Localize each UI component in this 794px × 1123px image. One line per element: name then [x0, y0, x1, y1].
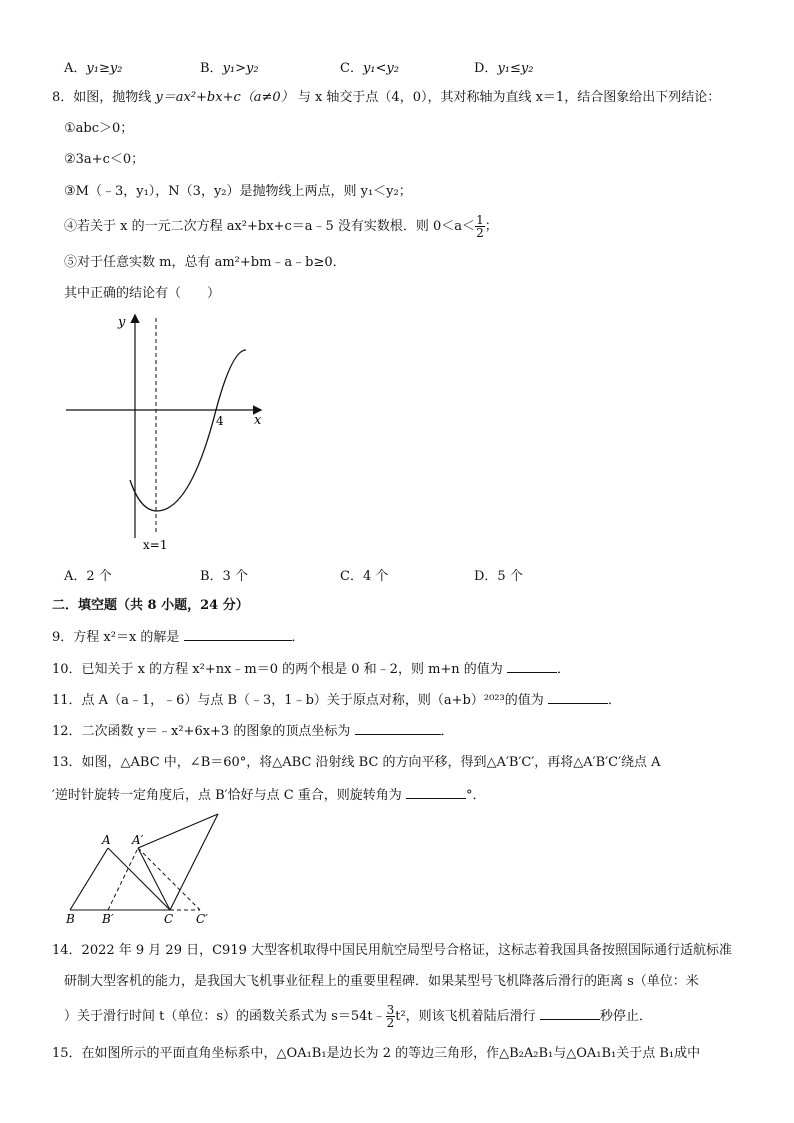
q8-conclusion-2: ②3a+c＜0； — [64, 152, 145, 167]
q8-conclusion-4: ④若关于 x 的一元二次方程 ax²+bx+c＝a﹣5 没有实数根．则 0＜a＜ $\frac{1}{2}$ ； — [64, 213, 498, 240]
q10: 10．已知关于 x 的方程 x²+nx﹣m＝0 的两个根是 0 和﹣2，则 m+n 的值为 ． — [52, 662, 570, 677]
q7-option-d: D．y₁≤y₂ — [474, 61, 534, 76]
parabola-curve — [130, 350, 246, 511]
q8-option-b: B．3 个 — [200, 569, 248, 584]
q9: 9．方程 x²＝x 的解是 ． — [52, 630, 305, 645]
label-C: C — [164, 912, 174, 926]
q7-option-c: C．y₁<y₂ — [340, 61, 399, 76]
q15-line-1: 15．在如图所示的平面直角坐标系中，△OA₁B₁是边长为 2 的等边三角形，作△B₂A₂B₁与△OA₁B₁关于点 B₁成中 — [52, 1046, 701, 1061]
q14-line-3: ）关于滑行时间 t（单位：s）的函数关系式为 s＝54t﹣ $\frac{3}{2}$ t²，则该飞机着陆后滑行 秒停止． — [64, 1003, 652, 1030]
label-A: A — [102, 833, 111, 847]
q7-option-b: B．y₁>y₂ — [200, 61, 259, 76]
section-title: 二．填空题（共 8 小题，24 分） — [52, 598, 249, 613]
fraction: $\frac{1}{2}$ — [476, 213, 484, 240]
label-B: B — [66, 912, 75, 926]
answer-blank[interactable] — [540, 1007, 600, 1020]
answer-blank[interactable] — [507, 660, 557, 673]
q8-option-d: D．5 个 — [474, 569, 523, 584]
q8-option-c: C．4 个 — [340, 569, 389, 584]
q11: 11．点 A（a﹣1，﹣6）与点 B（﹣3，1﹣b）关于原点对称，则（a+b）²⁰²³的值为 ． — [52, 693, 621, 708]
q8-conclusion-3: ③M（﹣3，y₁），N（3，y₂）是抛物线上两点，则 y₁＜y₂； — [64, 184, 412, 199]
fraction: $\frac{3}{2}$ — [386, 1003, 395, 1030]
label-A-prime: A′ — [132, 833, 144, 847]
label-B-prime: B′ — [102, 912, 114, 926]
q8-option-a: A．2 个 — [64, 569, 112, 584]
answer-blank[interactable] — [406, 786, 466, 799]
label-C-prime: C′ — [196, 912, 208, 926]
q8-stem: 8．如图，抛物线 y＝ax²+bx+c（a≠0） 与 x 轴交于点（4，0），其对称轴为直线 x＝1，结合图象给出下列结论： — [52, 90, 721, 105]
answer-blank[interactable] — [184, 628, 292, 641]
q8-options — [64, 565, 744, 583]
q14-line-1: 14．2022 年 9 月 29 日，C919 大型客机取得中国民用航空局型号合格证，这标志着我国具备按照国际通行适航标准 — [52, 943, 732, 958]
q7-options — [64, 57, 744, 75]
answer-blank[interactable] — [355, 722, 441, 735]
root-label: 4 — [216, 414, 224, 428]
q13-line-2: ′逆时针旋转一定角度后，点 B′恰好与点 C 重合，则旋转角为 °． — [52, 788, 486, 803]
q14-line-2: 研制大型客机的能力，是我国大飞机事业征程上的重要里程碑．如果某型号飞机降落后滑行的距离 s（单位：米 — [64, 974, 699, 989]
q8-question: 其中正确的结论有（ ） — [64, 286, 221, 301]
q7-option-a: A．y₁≥y₂ — [64, 61, 123, 76]
q12: 12．二次函数 y＝﹣x²+6x+3 的图象的顶点坐标为 ． — [52, 724, 454, 739]
y-axis-label: y — [118, 315, 126, 330]
answer-blank[interactable] — [548, 691, 608, 704]
triangle-figure — [60, 808, 230, 928]
symmetry-label: x=1 — [143, 538, 168, 552]
parabola-graph — [60, 310, 270, 555]
q8-conclusion-5: ⑤对于任意实数 m，总有 am²+bm﹣a﹣b≥0． — [64, 255, 346, 270]
q8-conclusion-1: ①abc＞0； — [64, 121, 134, 136]
q13-line-1: 13．如图，△ABC 中，∠B＝60°，将△ABC 沿射线 BC 的方向平移，得到△A′B′C′，再将△A′B′C′绕点 A — [52, 755, 661, 770]
x-axis-label: x — [254, 413, 262, 428]
